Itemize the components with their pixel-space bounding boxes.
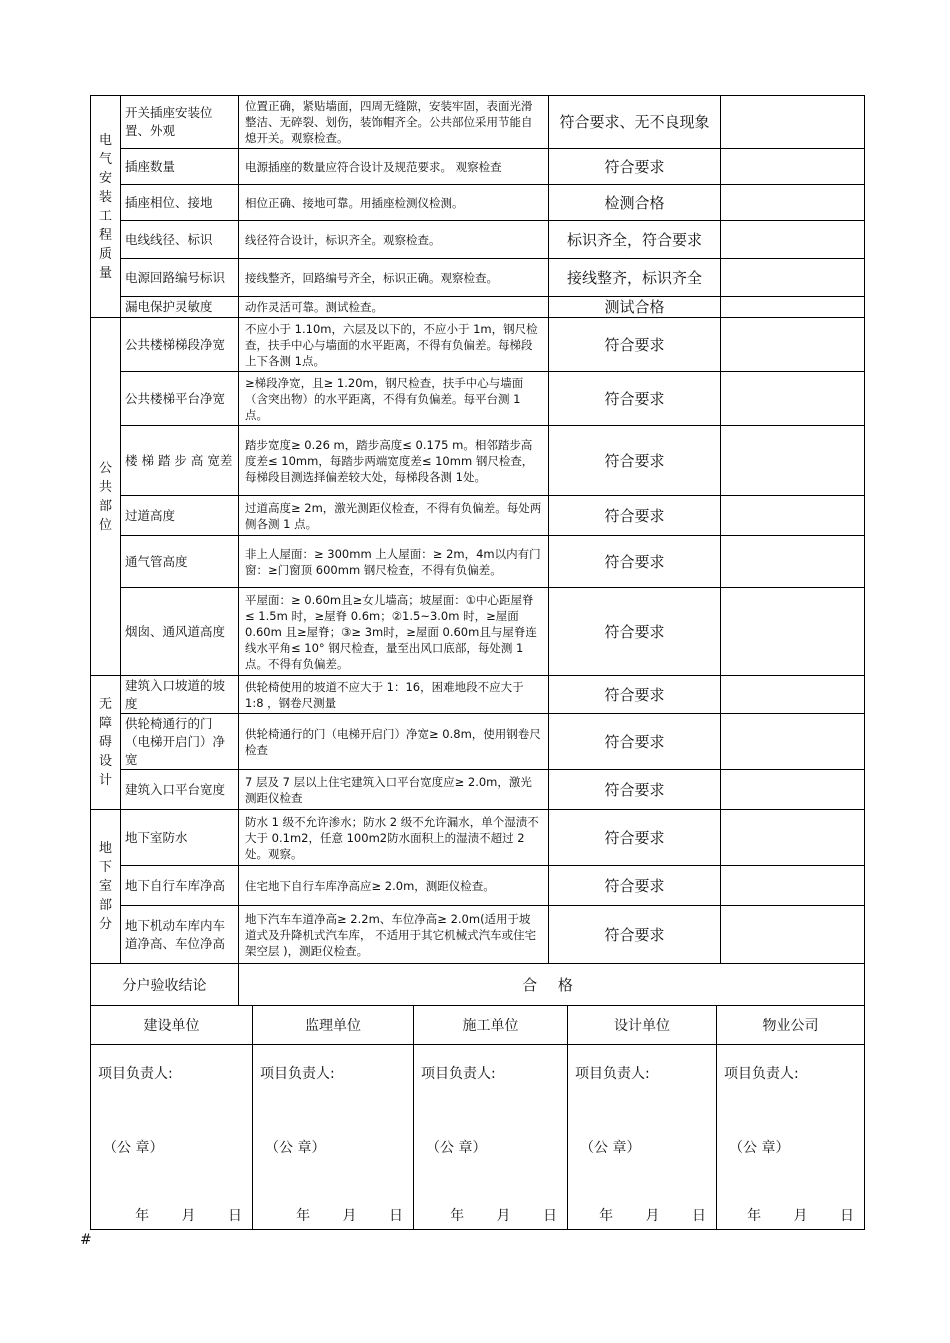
- inspection-result: 测试合格: [549, 297, 721, 318]
- signature-cell: [414, 1045, 568, 1230]
- inspection-result: 接线整齐，标识齐全: [549, 259, 721, 297]
- remarks-cell: [721, 714, 865, 770]
- inspection-item: 插座数量: [121, 149, 239, 185]
- signature-table: [90, 1005, 865, 1230]
- inspection-result: 符合要求: [549, 372, 721, 426]
- inspection-item: 供轮椅通行的门（电梯开启门）净宽: [121, 714, 239, 770]
- inspection-result: 符合要求: [549, 676, 721, 714]
- inspection-item: 开关插座安装位置、外观: [121, 96, 239, 149]
- table-row: [91, 496, 865, 536]
- signature-cell: [717, 1045, 865, 1230]
- inspection-standard: 供轮椅使用的坡道不应大于 1：16，困难地段不应大于 1:8 ，钢卷尺测量: [239, 676, 549, 714]
- inspection-result: 符合要求: [549, 149, 721, 185]
- section-label: 电气安装工程质量: [91, 96, 121, 318]
- table-row: [91, 536, 865, 588]
- remarks-cell: [721, 149, 865, 185]
- remarks-cell: [721, 318, 865, 372]
- date-label: 年 月 日: [135, 1208, 242, 1224]
- inspection-standard: 接线整齐，回路编号齐全，标识正确。观察检查。: [239, 259, 549, 297]
- seal-label: （公 章）: [580, 1140, 641, 1156]
- inspection-standard: ≥梯段净宽，且≥ 1.20m，钢尺检查，扶手中心与墙面（含突出物）的水平距离，不得有负偏差。每平台测 1 点。: [239, 372, 549, 426]
- inspection-standard: 住宅地下自行车库净高应≥ 2.0m，测距仪检查。: [239, 866, 549, 906]
- person-label: 项目负责人:: [98, 1066, 173, 1082]
- table-row: [91, 906, 865, 964]
- inspection-standard: 平屋面：≥ 0.60m且≥女儿墙高；坡屋面：①中心距屋脊≤ 1.5m 时，≥屋脊 0.6m；②1.5~3.0m 时，≥屋面 0.60m 且≥屋脊；③≥ 3m时，≥屋面 0.60m且与屋脊连线水平角≤ 10° 钢尺检查，量至出风口底部，每处测 1 点。不得有负偏差。: [239, 588, 549, 676]
- inspection-result: 符合要求: [549, 536, 721, 588]
- person-label: 项目负责人:: [575, 1066, 650, 1082]
- section-label: 无障碍设计: [91, 676, 121, 810]
- date-label: 年 月 日: [296, 1208, 403, 1224]
- remarks-cell: [721, 426, 865, 496]
- signature-cell: [568, 1045, 717, 1230]
- inspection-result: 符合要求: [549, 496, 721, 536]
- org-name: 施工单位: [414, 1006, 568, 1045]
- inspection-item: 公共楼梯梯段净宽: [121, 318, 239, 372]
- inspection-standard: 相位正确、接地可靠。用插座检测仪检测。: [239, 185, 549, 221]
- seal-label: （公 章）: [729, 1140, 790, 1156]
- inspection-standard: 供轮椅通行的门（电梯开启门）净宽≥ 0.8m，使用钢卷尺检查: [239, 714, 549, 770]
- person-label: 项目负责人:: [260, 1066, 335, 1082]
- org-name: 物业公司: [717, 1006, 865, 1045]
- org-name: 设计单位: [568, 1006, 717, 1045]
- inspection-standard: 非上人屋面：≥ 300mm 上人屋面：≥ 2m，4m以内有门窗：≥门窗顶 600mm 钢尺检查，不得有负偏差。: [239, 536, 549, 588]
- inspection-result: 符合要求: [549, 426, 721, 496]
- table-row: [91, 770, 865, 810]
- remarks-cell: [721, 906, 865, 964]
- inspection-standard: 过道高度≥ 2m，激光测距仪检查，不得有负偏差。每处两侧各测 1 点。: [239, 496, 549, 536]
- remarks-cell: [721, 810, 865, 866]
- inspection-standard: 线径符合设计，标识齐全。观察检查。: [239, 221, 549, 259]
- footer-mark: #: [80, 1232, 92, 1248]
- inspection-item: 公共楼梯平台净宽: [121, 372, 239, 426]
- inspection-result: 符合要求: [549, 588, 721, 676]
- table-row: [91, 372, 865, 426]
- inspection-item: 插座相位、接地: [121, 185, 239, 221]
- table-row: [91, 318, 865, 372]
- inspection-standard: 防水 1 级不允许渗水；防水 2 级不允许漏水，单个湿渍不大于 0.1m2，任意 100m2防水面积上的湿渍不超过 2 处。观察。: [239, 810, 549, 866]
- table-row: [91, 221, 865, 259]
- table-row: [91, 297, 865, 318]
- inspection-standard: 地下汽车车道净高≥ 2.2m、车位净高≥ 2.0m(适用于坡道式及升降机式汽车库， 不适用于其它机械式汽车或住宅架空层 )，测距仪检查。: [239, 906, 549, 964]
- table-row: [91, 810, 865, 866]
- inspection-item: 地下机动车库内车道净高、车位净高: [121, 906, 239, 964]
- inspection-result: 符合要求: [549, 714, 721, 770]
- inspection-result: 符合要求、无不良现象: [549, 96, 721, 149]
- date-label: 年 月 日: [450, 1208, 557, 1224]
- date-label: 年 月 日: [747, 1208, 854, 1224]
- remarks-cell: [721, 866, 865, 906]
- inspection-item: 烟囱、通风道高度: [121, 588, 239, 676]
- table-row: [91, 259, 865, 297]
- conclusion-label: 分户验收结论: [91, 964, 239, 1006]
- inspection-item: 漏电保护灵敏度: [121, 297, 239, 318]
- date-label: 年 月 日: [599, 1208, 706, 1224]
- inspection-item: 建筑入口坡道的坡度: [121, 676, 239, 714]
- inspection-standard: 电源插座的数量应符合设计及规范要求。 观察检查: [239, 149, 549, 185]
- inspection-item: 地下室防水: [121, 810, 239, 866]
- inspection-table: [90, 95, 865, 1006]
- inspection-item: 电源回路编号标识: [121, 259, 239, 297]
- inspection-standard: 位置正确，紧贴墙面，四周无缝隙，安装牢固，表面光滑整洁、无碎裂、划伤，装饰帽齐全。公共部位采用节能自熄开关。观察检查。: [239, 96, 549, 149]
- remarks-cell: [721, 185, 865, 221]
- inspection-result: 检测合格: [549, 185, 721, 221]
- inspection-result: 标识齐全，符合要求: [549, 221, 721, 259]
- inspection-standard: 踏步宽度≥ 0.26 m，踏步高度≤ 0.175 m。相邻踏步高度差≤ 10mm，每踏步两端宽度差≤ 10mm 钢尺检查，每梯段目测选择偏差较大处，每梯段各测 1处。: [239, 426, 549, 496]
- inspection-item: 通气管高度: [121, 536, 239, 588]
- section-label: 公共部位: [91, 318, 121, 676]
- inspection-result: 符合要求: [549, 810, 721, 866]
- seal-label: （公 章）: [103, 1140, 164, 1156]
- inspection-item: 建筑入口平台宽度: [121, 770, 239, 810]
- table-row: [91, 426, 865, 496]
- conclusion-value: 合 格: [239, 964, 865, 1006]
- person-label: 项目负责人:: [724, 1066, 799, 1082]
- signature-cell: [253, 1045, 414, 1230]
- seal-label: （公 章）: [265, 1140, 326, 1156]
- table-row: [91, 185, 865, 221]
- inspection-item: 电线线径、标识: [121, 221, 239, 259]
- inspection-result: 符合要求: [549, 770, 721, 810]
- table-row: [91, 149, 865, 185]
- remarks-cell: [721, 297, 865, 318]
- inspection-standard: 动作灵活可靠。测试检查。: [239, 297, 549, 318]
- table-row: [91, 676, 865, 714]
- remarks-cell: [721, 496, 865, 536]
- remarks-cell: [721, 372, 865, 426]
- org-name: 建设单位: [91, 1006, 253, 1045]
- inspection-standard: 不应小于 1.10m，六层及以下的，不应小于 1m，钢尺检查，扶手中心与墙面的水平距离，不得有负偏差。每梯段上下各测 1点。: [239, 318, 549, 372]
- table-row: [91, 866, 865, 906]
- conclusion-row: [91, 964, 865, 1006]
- inspection-result: 符合要求: [549, 906, 721, 964]
- remarks-cell: [721, 259, 865, 297]
- inspection-result: 符合要求: [549, 318, 721, 372]
- remarks-cell: [721, 96, 865, 149]
- inspection-standard: 7 层及 7 层以上住宅建筑入口平台宽度应≥ 2.0m，激光测距仪检查: [239, 770, 549, 810]
- inspection-item: 楼 梯 踏 步 高 宽差: [121, 426, 239, 496]
- remarks-cell: [721, 588, 865, 676]
- signature-cell: [91, 1045, 253, 1230]
- inspection-result: 符合要求: [549, 866, 721, 906]
- remarks-cell: [721, 770, 865, 810]
- remarks-cell: [721, 536, 865, 588]
- inspection-item: 地下自行车库净高: [121, 866, 239, 906]
- section-label: 地下室部分: [91, 810, 121, 964]
- remarks-cell: [721, 676, 865, 714]
- table-row: [91, 714, 865, 770]
- table-row: [91, 96, 865, 149]
- seal-label: （公 章）: [426, 1140, 487, 1156]
- remarks-cell: [721, 221, 865, 259]
- org-name: 监理单位: [253, 1006, 414, 1045]
- table-row: [91, 588, 865, 676]
- person-label: 项目负责人:: [421, 1066, 496, 1082]
- inspection-item: 过道高度: [121, 496, 239, 536]
